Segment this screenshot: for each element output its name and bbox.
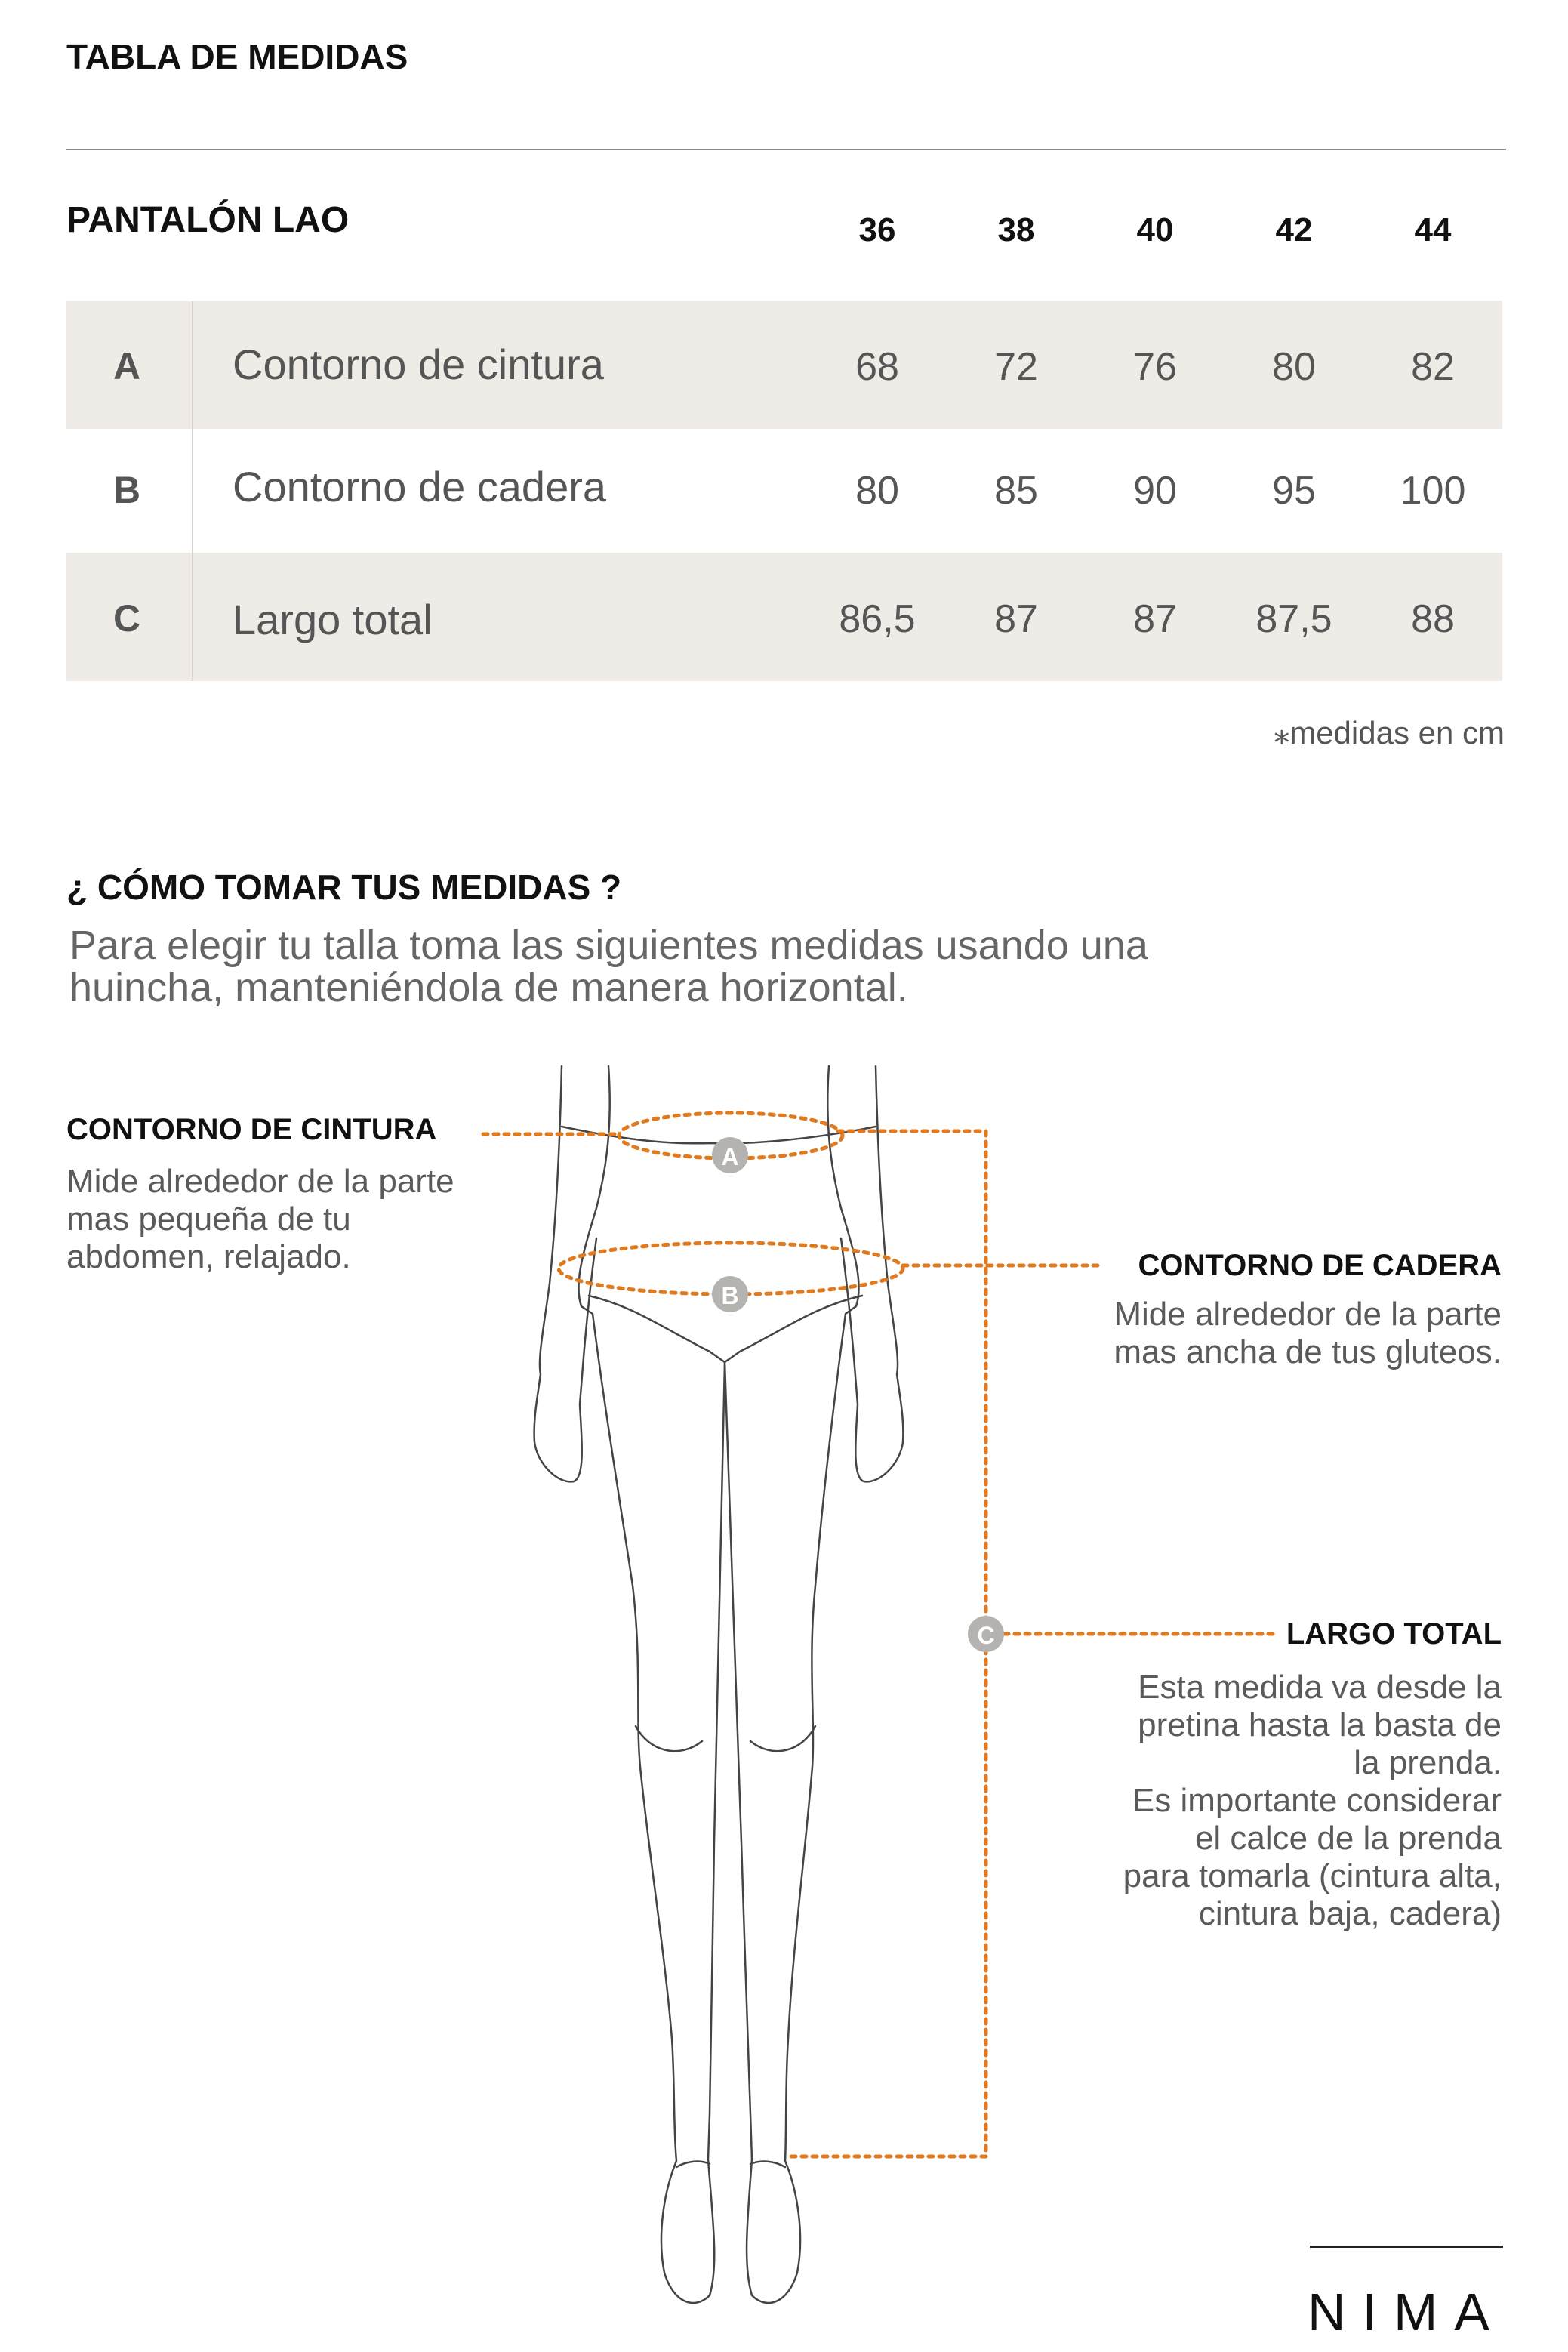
table-cell: 88 [1411,597,1455,641]
table-cell: 82 [1411,345,1455,389]
hip-callout-text: Mide alrededor de la parte mas ancha de tus gluteos. [1114,1296,1502,1370]
table-cell: 72 [994,345,1038,389]
torso-outline-right [827,1066,858,1314]
brand-divider [1310,2246,1503,2248]
right-knee [750,1726,815,1751]
table-cell: 68 [855,345,899,389]
marker-a-label: A [721,1143,739,1170]
table-cell: 90 [1133,469,1177,513]
page-title: TABLA DE MEDIDAS [66,37,408,76]
waist-callout-text: Mide alrededor de la parte mas pequeña de tu abdomen, relajado. [66,1163,454,1275]
table-cell: 85 [994,469,1038,513]
torso-outline [578,1066,609,1314]
intro-text: Para elegir tu talla toma las siguientes medidas usando una huincha, manteniéndola de manera horizontal. [69,923,1148,1010]
size-header-40: 40 [1136,211,1174,248]
table-cell: 87 [994,597,1038,641]
row-label-waist: Contorno de cintura [233,341,604,388]
row-letter-a: A [112,345,141,387]
marker-b-label: B [721,1282,739,1309]
units-note: ⁎medidas en cm [1274,715,1505,751]
length-guide-line [785,1131,986,2156]
table-cell: 86,5 [839,597,916,641]
section-title: ¿ CÓMO TOMAR TUS MEDIDAS ? [66,868,622,907]
marker-c-label: C [977,1622,995,1649]
marker-c [968,1616,1004,1652]
right-arm [841,1066,903,1481]
left-ankle [676,2162,710,2167]
length-callout-text: Esta medida va desde la pretina hasta la basta de la prenda. Es importante considerar el calce de la prenda para tomarla (cintura alta, cintura baja, cadera) [1123,1669,1502,1932]
table-cell: 87,5 [1255,597,1332,641]
table-cell: 87 [1133,597,1177,641]
left-leg [593,1314,725,2303]
marker-b [712,1276,748,1312]
marker-a [712,1137,748,1173]
length-callout-title: LARGO TOTAL [1286,1617,1502,1651]
right-ankle [750,2162,785,2167]
hip-callout-title: CONTORNO DE CADERA [1138,1249,1502,1282]
size-header-42: 42 [1275,211,1313,248]
row-label-length: Largo total [233,596,433,643]
table-cell: 80 [1272,345,1316,389]
row-letter-b: B [112,469,141,511]
size-header-36: 36 [858,211,896,248]
table-cell: 80 [855,469,899,513]
table-cell: 95 [1272,469,1316,513]
brand-logo: NIMA [1308,2283,1506,2341]
row-label-hip: Contorno de cadera [233,463,607,510]
waist-callout-title: CONTORNO DE CINTURA [66,1113,437,1146]
size-header-38: 38 [997,211,1035,248]
left-arm [534,1066,596,1481]
table-cell: 100 [1400,469,1466,513]
table-cell: 76 [1133,345,1177,389]
row-letter-c: C [112,597,141,640]
size-header-44: 44 [1414,211,1452,248]
left-knee [636,1726,702,1751]
product-name: PANTALÓN LAO [66,200,350,240]
